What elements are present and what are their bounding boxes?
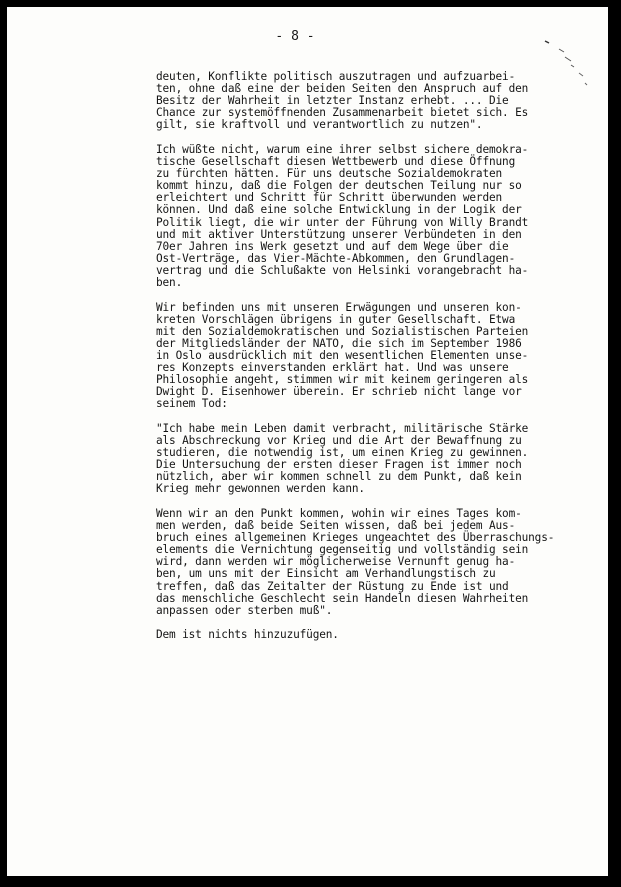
text-line: können. Und daß eine solche Entwicklung in der Logik der — [156, 203, 522, 217]
text-line: in Oslo ausdrücklich mit den wesentlichen Elementen unse- — [156, 348, 529, 362]
text-line: kommt hinzu, daß die Folgen der deutschen Teilung nur so — [156, 179, 522, 193]
text-line: ben, um uns mit der Einsicht am Verhandlungstisch zu — [156, 567, 496, 581]
text-line: "Ich habe mein Leben damit verbracht, militärische Stärke — [156, 421, 529, 435]
text-line: seinem Tod: — [156, 397, 228, 411]
text-line: Ost-Verträge, das Vier-Mächte-Abkommen, den Grundlagen- — [156, 251, 516, 265]
text-line: Chance zur systemöffnenden Zusammenarbeit bietet sich. Es — [156, 106, 529, 120]
text-line: deuten, Konflikte politisch auszutragen und aufzuarbei- — [156, 70, 516, 83]
text-line: Wir befinden uns mit unseren Erwägungen und unseren kon- — [156, 300, 522, 314]
text-line: Dem ist nichts hinzuzufügen. — [156, 628, 339, 642]
text-line: elements die Vernichtung gegenseitig und vollständig sein — [156, 543, 529, 557]
text-line: mit den Sozialdemokratischen und Sozialistischen Parteien — [156, 324, 529, 338]
paragraph — [156, 71, 601, 131]
paragraph — [156, 144, 601, 289]
text-line: vertrag und die Schlußakte von Helsinki vorangebracht ha- — [156, 263, 529, 277]
text-line: Wenn wir an den Punkt kommen, wohin wir eines Tages kom- — [156, 507, 522, 520]
text-line: wird, dann werden wir möglicherweise Vernunft genug ha- — [156, 555, 516, 569]
text-line: bruch eines allgemeinen Krieges ungeachtet des Überraschungs- — [156, 531, 555, 545]
text-line: tische Gesellschaft diesen Wettbewerb und diese Öffnung — [156, 155, 516, 169]
document-page — [7, 7, 608, 876]
text-line: Besitz der Wahrheit in letzter Instanz erhebt. ... Die — [156, 94, 509, 108]
text-line: Krieg mehr gewonnen werden kann. — [156, 482, 365, 496]
text-line: zu fürchten hätten. Für uns deutsche Sozialdemokraten — [156, 167, 503, 181]
paragraph — [156, 302, 601, 411]
text-line: ten, ohne daß eine der beiden Seiten den Anspruch auf den — [156, 82, 529, 96]
text-line: der Mitgliedsländer der NATO, die sich im September 1986 — [156, 336, 522, 350]
paragraph — [156, 423, 601, 496]
text-line: Politik liegt, die wir unter der Führung von Willy Brandt — [156, 215, 529, 229]
text-line: anpassen oder sterben muß". — [156, 603, 333, 617]
text-line: Ich wüßte nicht, warum eine ihrer selbst sichere demokra- — [156, 142, 529, 156]
text-line: und mit aktiver Unterstützung unserer Verbündeten in den — [156, 227, 522, 241]
text-line: Dwight D. Eisenhower überein. Er schrieb nicht lange vor — [156, 385, 522, 399]
text-line: kreten Vorschlägen übrigens in guter Gesellschaft. Etwa — [156, 312, 516, 326]
text-line: ben. — [156, 276, 183, 289]
page-number: - 8 - — [275, 29, 315, 44]
paragraph — [156, 508, 601, 617]
text-line: gilt, sie kraftvoll und verantwortlich zu nutzen". — [156, 118, 483, 132]
text-line: Die Untersuchung der ersten dieser Fragen ist immer noch — [156, 458, 522, 472]
paragraph — [156, 629, 601, 641]
text-line: res Konzepts einverstanden erklärt hat. Und was unsere — [156, 361, 509, 375]
body-text — [156, 71, 601, 654]
text-line: 70er Jahren ins Werk gesetzt und auf dem Wege über die — [156, 239, 509, 253]
text-line: studieren, die notwendig ist, um einen Krieg zu gewinnen. — [156, 446, 529, 460]
text-line: treffen, daß das Zeitalter der Rüstung zu Ende ist und — [156, 579, 509, 593]
text-line: als Abschreckung vor Krieg und die Art der Bewaffnung zu — [156, 434, 522, 448]
text-line: Philosophie angeht, stimmen wir mit keinem geringeren als — [156, 373, 529, 387]
text-line: erleichtert und Schritt für Schritt überwunden werden — [156, 191, 503, 205]
text-line: men werden, daß beide Seiten wissen, daß bei jedem Aus- — [156, 519, 516, 533]
text-line: das menschliche Geschlecht sein Handeln diesen Wahrheiten — [156, 591, 529, 605]
text-line: nützlich, aber wir kommen schnell zu dem Punkt, daß kein — [156, 470, 522, 484]
